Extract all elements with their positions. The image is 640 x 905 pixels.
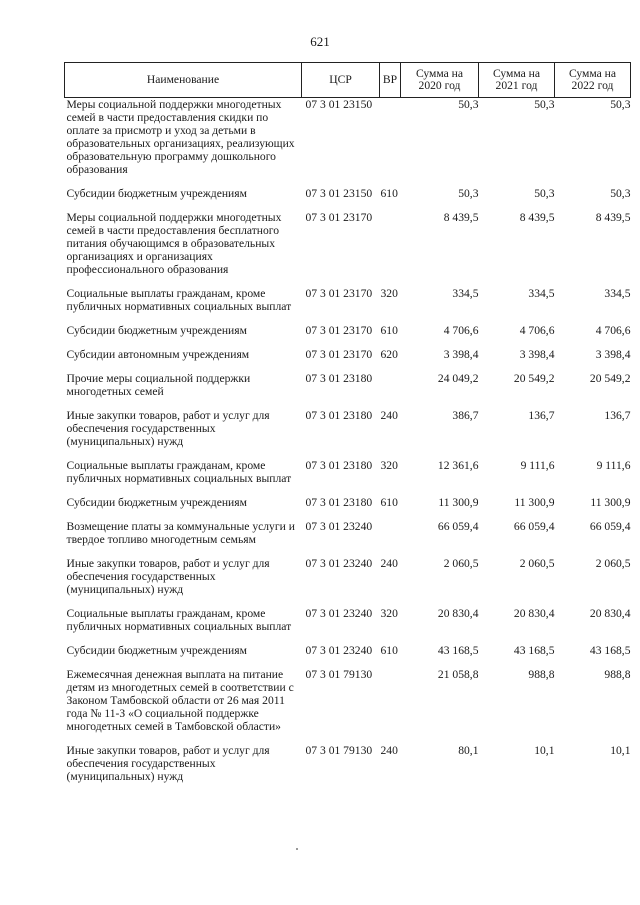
row-sum-2021: 988,8 (528, 668, 555, 681)
row-csr-code: 07 3 01 23150 (305, 98, 373, 111)
row-spacer (65, 176, 631, 187)
row-sum-2022: 2 060,5 (595, 557, 631, 570)
row-csr-code: 07 3 01 23180 (305, 372, 373, 385)
row-spacer-cell (65, 546, 631, 557)
table-row (65, 348, 631, 361)
row-spacer-cell (65, 200, 631, 211)
row-vr-code: 320 (380, 607, 398, 620)
row-sum-2021: 10,1 (534, 744, 555, 757)
row-vr-code (380, 668, 401, 733)
table-header-row (65, 63, 631, 98)
row-sum-2020: 12 361,6 (437, 459, 479, 472)
row-sum-2021: 3 398,4 (519, 348, 555, 361)
row-sum-2021: 8 439,5 (519, 211, 555, 224)
table-row (65, 644, 631, 657)
row-spacer-cell (65, 313, 631, 324)
row-name: Возмещение платы за коммунальные услуги и твердое топливо многодетным семьям (66, 520, 295, 546)
row-name: Социальные выплаты гражданам, кроме публичных нормативных социальных выплат (66, 607, 292, 633)
row-spacer-cell (65, 448, 631, 459)
row-sum-2022: 8 439,5 (595, 211, 631, 224)
row-sum-2021: 50,3 (534, 98, 555, 111)
table-row (65, 496, 631, 509)
row-spacer (65, 633, 631, 644)
table-row (65, 520, 631, 546)
row-spacer (65, 337, 631, 348)
row-name: Ежемесячная денежная выплата на питание детям из многодетных семей в соответствии с Законом Тамбовской области от 26 мая 2011 года № 11-З «О социальной поддержке многодетных семей в Тамбовской области» (66, 668, 294, 733)
row-vr-code: 610 (380, 324, 398, 337)
budget-table (64, 62, 631, 783)
row-vr-code: 320 (380, 459, 398, 472)
row-csr-code: 07 3 01 23170 (305, 287, 373, 300)
header-sum-2022: Сумма на 2022 год (555, 63, 631, 98)
row-name: Субсидии автономным учреждениям (66, 348, 250, 361)
table-row (65, 98, 631, 177)
row-vr-code: 320 (380, 287, 398, 300)
header-vr: ВР (380, 63, 401, 98)
row-sum-2022: 9 111,6 (596, 459, 631, 472)
row-name: Субсидии бюджетным учреждениям (66, 496, 247, 509)
row-csr-code: 07 3 01 23240 (305, 520, 373, 533)
table-row (65, 324, 631, 337)
row-sum-2020: 8 439,5 (443, 211, 479, 224)
row-sum-2020: 50,3 (458, 98, 479, 111)
row-vr-code: 240 (380, 557, 398, 570)
row-name: Иные закупки товаров, работ и услуг для обеспечения государственных (муниципальных) нужд (66, 557, 270, 596)
row-spacer-cell (65, 485, 631, 496)
row-spacer (65, 361, 631, 372)
row-vr-code: 610 (380, 496, 398, 509)
row-spacer (65, 485, 631, 496)
row-name: Субсидии бюджетным учреждениям (66, 187, 247, 200)
row-sum-2021: 66 059,4 (513, 520, 555, 533)
row-sum-2022: 50,3 (610, 98, 631, 111)
row-vr-code (380, 211, 401, 276)
row-sum-2021: 20 549,2 (513, 372, 555, 385)
row-spacer-cell (65, 398, 631, 409)
row-sum-2022: 3 398,4 (595, 348, 631, 361)
row-sum-2022: 50,3 (610, 187, 631, 200)
row-spacer (65, 546, 631, 557)
row-sum-2020: 66 059,4 (437, 520, 479, 533)
row-sum-2021: 50,3 (534, 187, 555, 200)
row-spacer-cell (65, 596, 631, 607)
table-row (65, 372, 631, 398)
row-sum-2022: 136,7 (604, 409, 631, 422)
row-vr-code (380, 372, 401, 398)
row-spacer (65, 596, 631, 607)
row-sum-2021: 11 300,9 (514, 496, 555, 509)
header-csr: ЦСР (302, 63, 380, 98)
row-csr-code: 07 3 01 23170 (305, 348, 373, 361)
table-row (65, 744, 631, 783)
row-vr-code: 240 (380, 409, 398, 422)
row-csr-code: 07 3 01 23170 (305, 324, 373, 337)
row-sum-2021: 136,7 (528, 409, 555, 422)
row-sum-2020: 24 049,2 (437, 372, 479, 385)
table-row (65, 211, 631, 276)
row-spacer-cell (65, 176, 631, 187)
row-spacer-cell (65, 657, 631, 668)
row-sum-2020: 11 300,9 (438, 496, 479, 509)
row-sum-2020: 4 706,6 (443, 324, 479, 337)
row-vr-code (380, 520, 401, 546)
row-spacer-cell (65, 509, 631, 520)
row-sum-2022: 11 300,9 (590, 496, 631, 509)
row-csr-code: 07 3 01 23180 (305, 409, 373, 422)
row-csr-code: 07 3 01 23180 (305, 459, 373, 472)
row-spacer-cell (65, 733, 631, 744)
row-spacer (65, 509, 631, 520)
row-spacer (65, 657, 631, 668)
table-row (65, 287, 631, 313)
row-sum-2021: 9 111,6 (520, 459, 555, 472)
row-vr-code: 610 (380, 644, 398, 657)
table-row (65, 187, 631, 200)
row-sum-2020: 43 168,5 (437, 644, 479, 657)
row-spacer (65, 313, 631, 324)
row-csr-code: 07 3 01 23240 (305, 557, 373, 570)
row-vr-code: 620 (380, 348, 398, 361)
page-number: 621 (310, 34, 330, 49)
row-spacer (65, 276, 631, 287)
header-sum-2020: Сумма на 2020 год (401, 63, 479, 98)
table-row (65, 557, 631, 596)
header-sum-2021: Сумма на 2021 год (479, 63, 555, 98)
row-sum-2022: 20 830,4 (589, 607, 631, 620)
row-spacer (65, 448, 631, 459)
table-row (65, 459, 631, 485)
row-vr-code: 240 (380, 744, 398, 757)
row-vr-code: 610 (380, 187, 398, 200)
row-spacer-cell (65, 276, 631, 287)
row-sum-2020: 3 398,4 (443, 348, 479, 361)
row-sum-2020: 334,5 (452, 287, 479, 300)
table-row (65, 607, 631, 633)
row-sum-2022: 334,5 (604, 287, 631, 300)
row-sum-2020: 386,7 (452, 409, 479, 422)
row-sum-2022: 66 059,4 (589, 520, 631, 533)
row-spacer (65, 398, 631, 409)
row-name: Субсидии бюджетным учреждениям (66, 324, 247, 337)
row-vr-code (380, 98, 401, 177)
row-name: Иные закупки товаров, работ и услуг для обеспечения государственных (муниципальных) нужд (66, 409, 270, 448)
row-csr-code: 07 3 01 79130 (305, 668, 373, 681)
row-sum-2021: 20 830,4 (513, 607, 555, 620)
row-spacer (65, 200, 631, 211)
row-sum-2020: 20 830,4 (437, 607, 479, 620)
row-sum-2020: 80,1 (458, 744, 479, 757)
row-csr-code: 07 3 01 23240 (305, 644, 373, 657)
row-sum-2021: 4 706,6 (519, 324, 555, 337)
row-csr-code: 07 3 01 23150 (305, 187, 373, 200)
table-body (65, 98, 631, 784)
row-sum-2022: 4 706,6 (595, 324, 631, 337)
row-sum-2022: 43 168,5 (589, 644, 631, 657)
row-sum-2020: 2 060,5 (443, 557, 479, 570)
row-sum-2022: 10,1 (610, 744, 631, 757)
table-row (65, 409, 631, 448)
row-sum-2022: 988,8 (604, 668, 631, 681)
row-spacer-cell (65, 337, 631, 348)
row-name: Социальные выплаты гражданам, кроме публичных нормативных социальных выплат (66, 287, 292, 313)
row-spacer-cell (65, 633, 631, 644)
row-csr-code: 07 3 01 79130 (305, 744, 373, 757)
row-csr-code: 07 3 01 23180 (305, 496, 373, 509)
row-sum-2021: 43 168,5 (513, 644, 555, 657)
row-sum-2020: 21 058,8 (437, 668, 479, 681)
table-row (65, 668, 631, 733)
header-name: Наименование (65, 63, 302, 98)
row-sum-2021: 334,5 (528, 287, 555, 300)
row-name: Меры социальной поддержки многодетных семей в части предоставления бесплатного питания обучающимся в образовательных организациях и организациях профессионального образования (66, 211, 282, 276)
row-name: Меры социальной поддержки многодетных семей в части предоставления скидки по оплате за присмотр и уход за детьми в образовательных организациях, реализующих образовательную программу дошкольного образования (66, 98, 295, 176)
page-mark (296, 848, 298, 850)
row-csr-code: 07 3 01 23170 (305, 211, 373, 224)
row-name: Прочие меры социальной поддержки многодетных семей (66, 372, 251, 398)
row-sum-2021: 2 060,5 (519, 557, 555, 570)
row-name: Субсидии бюджетным учреждениям (66, 644, 247, 657)
row-name: Социальные выплаты гражданам, кроме публичных нормативных социальных выплат (66, 459, 292, 485)
row-spacer (65, 733, 631, 744)
row-spacer-cell (65, 361, 631, 372)
row-sum-2022: 20 549,2 (589, 372, 631, 385)
row-name: Иные закупки товаров, работ и услуг для обеспечения государственных (муниципальных) нужд (66, 744, 270, 783)
row-sum-2020: 50,3 (458, 187, 479, 200)
row-csr-code: 07 3 01 23240 (305, 607, 373, 620)
